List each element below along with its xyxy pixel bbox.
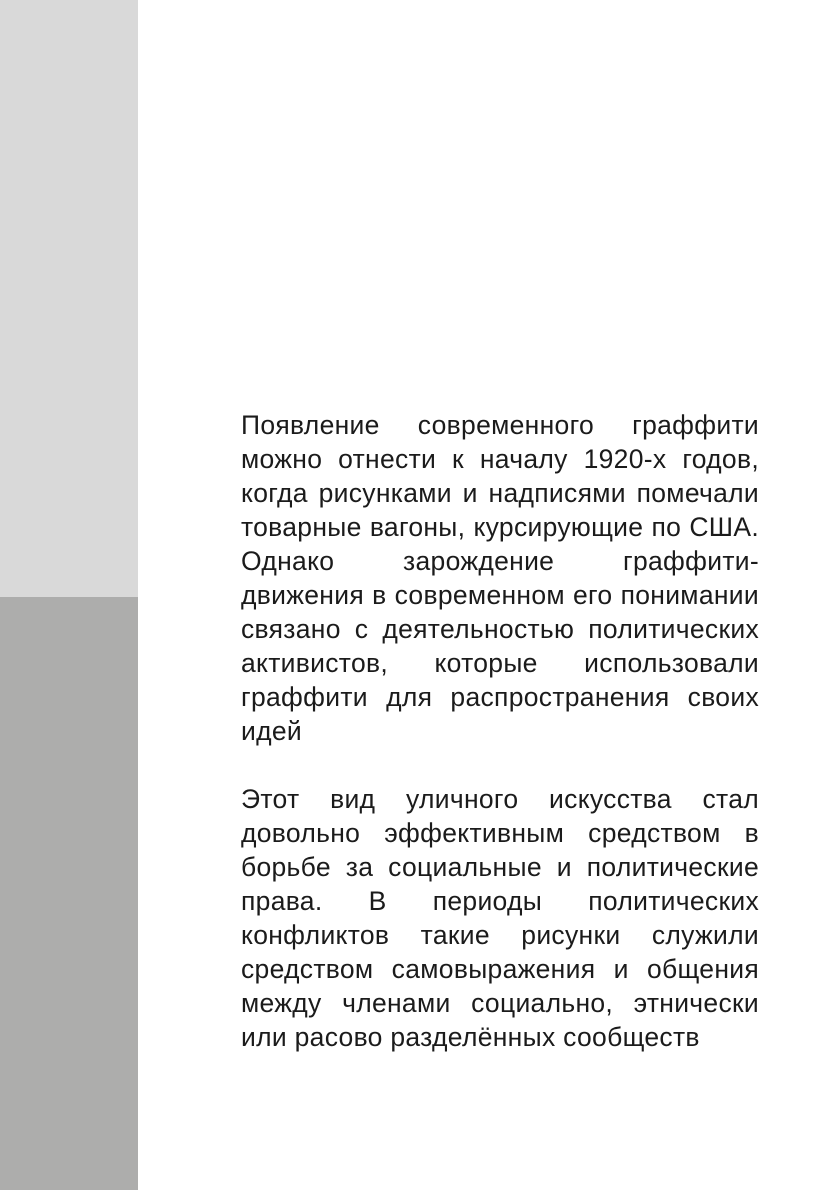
paragraph-history: Появление современного граффити можно отнести к началу 1920-х годов, когда рисунками и надписями помечали товарные вагоны, курсирующие по США. Однако зарождение граффити-движения в современном его понимании связано с деятельностью политических активистов, которые использовали граффити для распространения своих идей	[241, 410, 759, 746]
body-text	[241, 408, 759, 1054]
paragraph-social-role: Этот вид уличного искусства стал довольно эффективным средством в борьбе за социальные и политические права. В периоды политических конфликтов такие рисунки служили средством самовыражения и общения между членами социально, этнически или расово разделённых сообществ	[241, 784, 759, 1052]
side-band-dark	[0, 597, 138, 1190]
side-band-light	[0, 0, 138, 597]
